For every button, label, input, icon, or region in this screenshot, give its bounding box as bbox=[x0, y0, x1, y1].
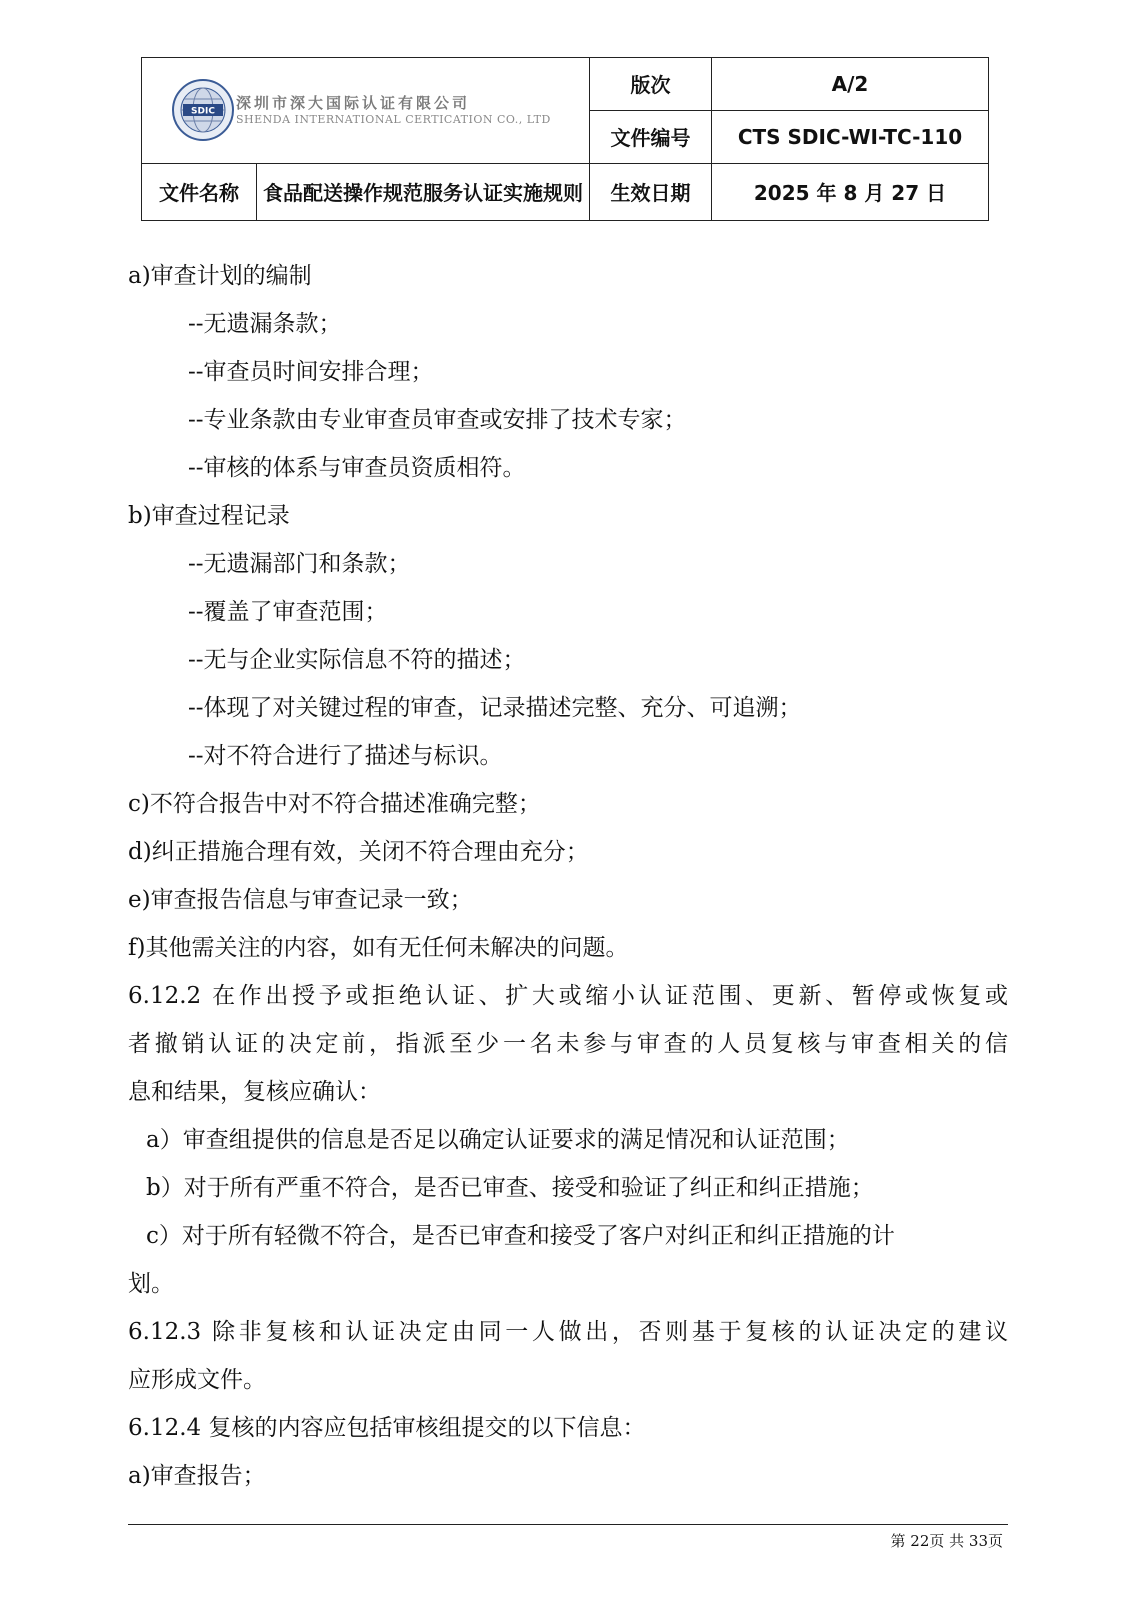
body-line: --专业条款由专业审查员审查或安排了技术专家； bbox=[188, 407, 687, 433]
body-line: --无遗漏条款； bbox=[188, 311, 342, 337]
svg-text:SDIC: SDIC bbox=[191, 106, 215, 117]
version-label: 版次 bbox=[590, 58, 712, 111]
body-line: --审查员时间安排合理； bbox=[188, 359, 434, 385]
body-line: a）审查组提供的信息是否足以确定认证要求的满足情况和认证范围； bbox=[146, 1127, 850, 1153]
effective-date-value: 2025 年 8 月 27 日 bbox=[712, 163, 989, 220]
body-line: c）对于所有轻微不符合，是否已审查和接受了客户对纠正和纠正措施的计 bbox=[146, 1223, 895, 1249]
doc-number-value: CTS SDIC-WI-TC-110 bbox=[712, 110, 989, 163]
body-line: 划。 bbox=[128, 1271, 174, 1297]
body-line: b）对于所有严重不符合，是否已审查、接受和验证了纠正和纠正措施； bbox=[146, 1175, 874, 1201]
doc-name-label: 文件名称 bbox=[142, 163, 257, 220]
doc-name-value: 食品配送操作规范服务认证实施规则 bbox=[257, 163, 590, 220]
body-line: d)纠正措施合理有效，关闭不符合理由充分； bbox=[128, 839, 589, 865]
body-line: c)不符合报告中对不符合描述准确完整； bbox=[128, 791, 541, 817]
body-line: 息和结果，复核应确认： bbox=[128, 1079, 381, 1105]
logo-cell bbox=[142, 58, 590, 164]
body-line: --体现了对关键过程的审查，记录描述完整、充分、可追溯； bbox=[188, 695, 802, 721]
body-line: f)其他需关注的内容，如有无任何未解决的问题。 bbox=[128, 935, 629, 961]
company-logo bbox=[142, 79, 589, 141]
globe-logo-icon bbox=[172, 79, 234, 141]
body-line: a)审查报告； bbox=[128, 1463, 266, 1489]
body-line: --覆盖了审查范围； bbox=[188, 599, 388, 625]
body-line: 6.12.2 在作出授予或拒绝认证、扩大或缩小认证范围、更新、暂停或恢复或 bbox=[128, 983, 1008, 1009]
footer-divider bbox=[128, 1524, 1008, 1525]
body-line: 者撤销认证的决定前，指派至少一名未参与审查的人员复核与审查相关的信 bbox=[128, 1031, 1008, 1057]
body-line: --无与企业实际信息不符的描述； bbox=[188, 647, 526, 673]
body-line: 应形成文件。 bbox=[128, 1367, 266, 1393]
body-line: a)审查计划的编制 bbox=[128, 263, 312, 289]
body-line: --对不符合进行了描述与标识。 bbox=[188, 743, 503, 769]
document-body bbox=[128, 252, 1008, 1500]
body-line: --无遗漏部门和条款； bbox=[188, 551, 411, 577]
company-name-en: SHENDA INTERNATIONAL CERTICATION CO., LTD bbox=[236, 112, 551, 126]
body-line: 6.12.4 复核的内容应包括审核组提交的以下信息： bbox=[128, 1415, 646, 1441]
body-line: --审核的体系与审查员资质相符。 bbox=[188, 455, 526, 481]
body-line: 6.12.3 除非复核和认证决定由同一人做出，否则基于复核的认证决定的建议 bbox=[128, 1319, 1008, 1345]
body-line: b)审查过程记录 bbox=[128, 503, 290, 529]
version-value: A/2 bbox=[712, 58, 989, 111]
effective-date-label: 生效日期 bbox=[590, 163, 712, 220]
doc-number-label: 文件编号 bbox=[590, 110, 712, 163]
document-header-table bbox=[141, 57, 989, 221]
page-number: 第 22页 共 33页 bbox=[890, 1532, 1003, 1550]
body-line: e)审查报告信息与审查记录一致； bbox=[128, 887, 473, 913]
company-name-cn: 深圳市深大国际认证有限公司 bbox=[236, 94, 471, 113]
